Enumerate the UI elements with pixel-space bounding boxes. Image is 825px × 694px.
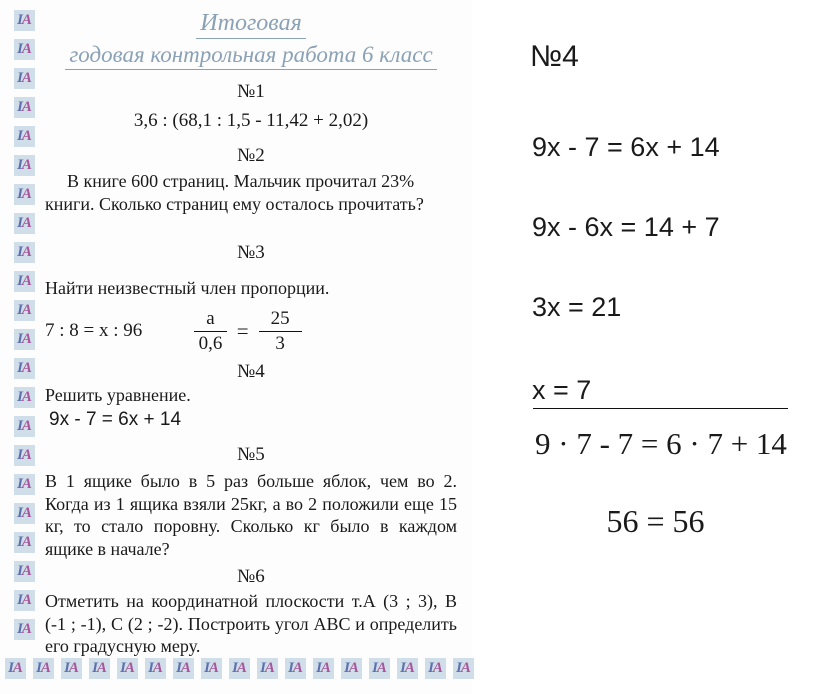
decor-tile-icon bbox=[14, 387, 35, 408]
solution-heading: №4 bbox=[530, 40, 579, 73]
tile-letter-glyph: А bbox=[96, 660, 107, 676]
decor-tile-icon bbox=[14, 155, 35, 176]
tile-letter-glyph: А bbox=[21, 447, 32, 463]
tile-letter-glyph: А bbox=[21, 534, 32, 550]
tile-letter-glyph: А bbox=[432, 660, 443, 676]
tile-bar-glyph: І bbox=[17, 360, 23, 376]
decor-tile-icon bbox=[14, 10, 35, 31]
problem-3-number: №3 bbox=[237, 242, 265, 263]
tile-bar-glyph: І bbox=[17, 563, 23, 579]
tile-bar-glyph: І bbox=[17, 70, 23, 86]
decor-tile-icon bbox=[14, 416, 35, 437]
tile-letter-glyph: А bbox=[180, 660, 191, 676]
worksheet-title-line2-text: годовая контрольная работа 6 класс bbox=[65, 42, 436, 70]
decor-tile-icon bbox=[14, 39, 35, 60]
decor-tile-icon bbox=[14, 68, 35, 89]
tile-letter-glyph: А bbox=[348, 660, 359, 676]
fraction-numerator: а bbox=[194, 308, 226, 332]
tile-bar-glyph: І bbox=[36, 660, 42, 676]
tile-letter-glyph: А bbox=[21, 186, 32, 202]
tile-letter-glyph: А bbox=[21, 592, 32, 608]
tile-letter-glyph: А bbox=[21, 505, 32, 521]
tile-letter-glyph: А bbox=[21, 128, 32, 144]
fraction-numerator: 25 bbox=[259, 308, 302, 332]
tile-letter-glyph: А bbox=[21, 244, 32, 260]
tile-letter-glyph: А bbox=[21, 12, 32, 28]
tile-letter-glyph: А bbox=[208, 660, 219, 676]
decor-tile-icon bbox=[14, 503, 35, 524]
tile-letter-glyph: А bbox=[21, 41, 32, 57]
tile-bar-glyph: І bbox=[148, 660, 154, 676]
tile-bar-glyph: І bbox=[64, 660, 70, 676]
solution-panel bbox=[528, 0, 818, 694]
tile-letter-glyph: А bbox=[292, 660, 303, 676]
tile-letter-glyph: А bbox=[21, 273, 32, 289]
tile-bar-glyph: І bbox=[260, 660, 266, 676]
decor-tile-icon bbox=[14, 561, 35, 582]
problem-4-equation: 9x - 7 = 6x + 14 bbox=[49, 409, 182, 430]
tile-bar-glyph: І bbox=[400, 660, 406, 676]
tile-letter-glyph: А bbox=[40, 660, 51, 676]
tile-bar-glyph: І bbox=[17, 592, 23, 608]
tile-bar-glyph: І bbox=[8, 660, 14, 676]
tile-letter-glyph: А bbox=[21, 99, 32, 115]
decor-tile-icon bbox=[14, 445, 35, 466]
tile-bar-glyph: І bbox=[17, 12, 23, 28]
tile-letter-glyph: А bbox=[320, 660, 331, 676]
tile-bar-glyph: І bbox=[17, 389, 23, 405]
tile-bar-glyph: І bbox=[17, 621, 23, 637]
tile-letter-glyph: А bbox=[124, 660, 135, 676]
problem-4-intro: Решить уравнение. bbox=[45, 385, 191, 405]
problem-3-proportion: 7 : 8 = x : 96 bbox=[45, 320, 143, 342]
tile-bar-glyph: І bbox=[17, 534, 23, 550]
tile-bar-glyph: І bbox=[17, 157, 23, 173]
problem-3-fraction-left bbox=[194, 308, 226, 355]
tile-letter-glyph: А bbox=[21, 215, 32, 231]
decor-tile-icon bbox=[14, 474, 35, 495]
decor-tile-icon bbox=[14, 590, 35, 611]
decor-tile-icon bbox=[14, 619, 35, 640]
tile-bar-glyph: І bbox=[17, 273, 23, 289]
solution-check-line: 9 · 7 - 7 = 6 · 7 + 14 bbox=[535, 426, 787, 461]
problem-4-number: №4 bbox=[237, 361, 265, 382]
solution-step-3: 3x = 21 bbox=[532, 292, 622, 322]
tile-letter-glyph: А bbox=[12, 660, 23, 676]
worksheet-title-line1 bbox=[45, 10, 457, 39]
problem-2-text: В книге 600 страниц. Мальчик прочитал 23% книги. Сколько страниц ему осталось прочитать? bbox=[45, 171, 424, 214]
decor-tile-icon bbox=[14, 300, 35, 321]
tile-bar-glyph: І bbox=[372, 660, 378, 676]
worksheet-title-line1-text: Итоговая bbox=[196, 10, 305, 39]
problem-3-fraction-right bbox=[259, 308, 302, 355]
tile-bar-glyph: І bbox=[456, 660, 462, 676]
tile-bar-glyph: І bbox=[120, 660, 126, 676]
solution-step-1: 9x - 7 = 6x + 14 bbox=[532, 132, 720, 162]
decor-tile-icon bbox=[14, 358, 35, 379]
tile-letter-glyph: А bbox=[152, 660, 163, 676]
decor-tile-icon bbox=[14, 184, 35, 205]
tile-bar-glyph: І bbox=[17, 331, 23, 347]
tile-letter-glyph: А bbox=[21, 563, 32, 579]
decor-tile-icon bbox=[5, 658, 26, 679]
solution-divider-line bbox=[533, 408, 788, 409]
tile-bar-glyph: І bbox=[92, 660, 98, 676]
decor-tile-icon bbox=[14, 271, 35, 292]
tile-bar-glyph: І bbox=[17, 476, 23, 492]
tile-bar-glyph: І bbox=[17, 41, 23, 57]
decor-tile-icon bbox=[14, 126, 35, 147]
decor-tile-icon bbox=[14, 97, 35, 118]
tile-letter-glyph: А bbox=[264, 660, 275, 676]
worksheet-panel bbox=[45, 0, 457, 694]
tile-letter-glyph: А bbox=[21, 331, 32, 347]
tile-bar-glyph: І bbox=[17, 447, 23, 463]
tile-bar-glyph: І bbox=[204, 660, 210, 676]
problem-6-text: Отметить на координатной плоскости т.А (3 ; 3), В (-1 ; -1), С (2 ; -2). Построить угол АВС и определить его градусную меру. bbox=[45, 591, 457, 657]
tile-bar-glyph: І bbox=[428, 660, 434, 676]
problem-3-intro: Найти неизвестный член пропорции. bbox=[45, 278, 330, 298]
problem-6-number: №6 bbox=[237, 566, 265, 587]
tile-bar-glyph: І bbox=[17, 128, 23, 144]
tile-bar-glyph: І bbox=[17, 99, 23, 115]
problem-2-number: №2 bbox=[237, 145, 265, 166]
left-border-tiles bbox=[14, 10, 35, 640]
tile-bar-glyph: І bbox=[17, 186, 23, 202]
worksheet-title-line2 bbox=[45, 42, 457, 70]
tile-bar-glyph: І bbox=[17, 244, 23, 260]
fraction-denominator: 0,6 bbox=[198, 332, 223, 354]
tile-letter-glyph: А bbox=[236, 660, 247, 676]
solution-step-4: x = 7 bbox=[532, 375, 592, 405]
tile-bar-glyph: І bbox=[17, 302, 23, 318]
tile-letter-glyph: А bbox=[21, 418, 32, 434]
tile-bar-glyph: І bbox=[316, 660, 322, 676]
tile-bar-glyph: І bbox=[17, 418, 23, 434]
tile-bar-glyph: І bbox=[288, 660, 294, 676]
decor-tile-icon bbox=[14, 242, 35, 263]
decor-tile-icon bbox=[14, 213, 35, 234]
tile-letter-glyph: А bbox=[68, 660, 79, 676]
fraction-denominator: 3 bbox=[275, 332, 285, 354]
tile-letter-glyph: А bbox=[404, 660, 415, 676]
tile-letter-glyph: А bbox=[376, 660, 387, 676]
tile-letter-glyph: А bbox=[21, 476, 32, 492]
solution-step-2: 9x - 6x = 14 + 7 bbox=[532, 212, 720, 242]
problem-1-expression: 3,6 : (68,1 : 1,5 - 11,42 + 2,02) bbox=[133, 110, 369, 131]
fraction-equals-sign: = bbox=[236, 318, 249, 343]
tile-bar-glyph: І bbox=[17, 505, 23, 521]
tile-letter-glyph: А bbox=[460, 660, 471, 676]
decor-tile-icon bbox=[14, 532, 35, 553]
tile-bar-glyph: І bbox=[344, 660, 350, 676]
tile-letter-glyph: А bbox=[21, 70, 32, 86]
decor-tile-icon bbox=[14, 329, 35, 350]
problem-3-proportion-row bbox=[45, 308, 457, 355]
solution-result: 56 = 56 bbox=[606, 503, 705, 539]
tile-bar-glyph: І bbox=[17, 215, 23, 231]
tile-bar-glyph: І bbox=[232, 660, 238, 676]
problem-5-number: №5 bbox=[237, 444, 265, 465]
tile-letter-glyph: А bbox=[21, 302, 32, 318]
tile-letter-glyph: А bbox=[21, 360, 32, 376]
tile-letter-glyph: А bbox=[21, 389, 32, 405]
problem-5-text: В 1 ящике было в 5 раз больше яблок, чем во 2. Когда из 1 ящика взяли 25кг, а во 2 положили еще 15 кг, то стало поровну. Сколько кг было в каждом ящике в начале? bbox=[45, 471, 457, 560]
tile-bar-glyph: І bbox=[176, 660, 182, 676]
problem-1-number: №1 bbox=[237, 81, 265, 102]
tile-letter-glyph: А bbox=[21, 621, 32, 637]
tile-letter-glyph: А bbox=[21, 157, 32, 173]
